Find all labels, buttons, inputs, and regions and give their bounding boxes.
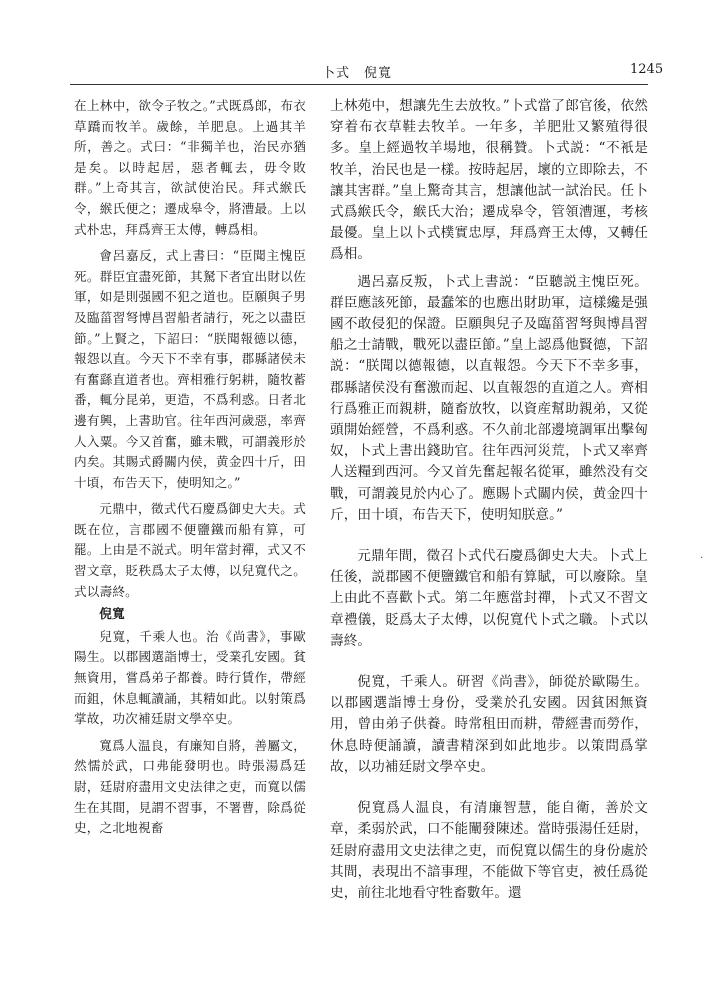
classical-paragraph-3: 元鼎中，徵式代石慶爲御史大夫。式既在位，言郡國不便鹽鐵而船有算，可罷。上由是不説式。明年當封禪，式又不習文章，貶秩爲太子太傅，以兒寬代之。式以壽終。 — [74, 501, 306, 599]
translation-paragraph-1: 上林苑中，想讓先生去放牧。”卜式當了郎官後，依然穿着布衣草鞋去牧羊。一年多，羊肥壯又繁殖得很多。皇上經過牧羊場地，很稱贊。卜式説：“不衹是牧羊，治民也是一樣。按時起居，壞的立即除去，不讓其害群。”皇上驚奇其言，想讓他試一試治民。任卜式爲緱氏令，緱氏大治；遷成皋令，管領漕運，考核最優。皇上以卜式樸實忠厚，拜爲齊王太傅，又轉任爲相。 — [330, 98, 648, 263]
classical-paragraph-2: 會呂嘉反，式上書曰：“臣聞主愧臣死。群臣宜盡死節，其駑下者宜出財以佐軍，如是則强國不犯之道也。臣願與子男及臨菑習弩博昌習船者請行，死之以盡臣節。”上賢之，下詔曰：“朕聞報德以德，報怨以直。今天下不幸有事，郡縣諸侯未有奮繇直道者也。齊相雅行躬耕，隨牧蓄番，輒分昆弟，更造，不爲利惑。日者北邊有興，上書助官。往年西河歲惡，率齊人入粟。今又首奮，雖未戰，可謂義形於内矣。其賜式爵關内侯，黄金四十斤，田十頃，布告天下，使明知之。” — [74, 248, 306, 490]
classical-text-column — [74, 96, 306, 839]
modern-translation-column — [330, 96, 648, 904]
header-rule — [70, 84, 648, 85]
edge-mark: · — [700, 553, 704, 564]
translation-paragraph-3: 元鼎年間，徵召卜式代石慶爲御史大夫。卜式上任後，説郡國不便鹽鐵官和船有算賦，可以廢除。皇上由此不喜歡卜式。第二年應當封禪，卜式又不習文章禮儀，貶爲太子太傅，以倪寬代卜式之職。卜式以壽終。 — [330, 548, 648, 649]
classical-paragraph-1: 在上林中，欲令子牧之。”式既爲郎，布衣草蹻而牧羊。歲餘，羊肥息。上過其羊所，善之。式曰：“非獨羊也，治民亦猶是矣。以時起居，惡者輒去，毋令敗群。”上奇其言，欲試使治民。拜式緱氏令，緱氏便之；遷成皋令，將漕最。上以式朴忠，拜爲齊王太傅，轉爲相。 — [74, 98, 306, 237]
classical-paragraph-4: 兒寬，千乘人也。治《尚書》，事歐陽生。以郡國選詣博士，受業孔安國。貧無資用，嘗爲弟子都養。時行賃作，帶經而鉏，休息輒讀誦，其精如此。以射策爲掌故，功次補廷尉文學卒史。 — [74, 628, 306, 727]
section-heading: 倪寬 — [99, 606, 125, 622]
running-title: 卜式 倪寬 — [322, 66, 393, 81]
translation-paragraph-5: 倪寬爲人温良，有清廉智慧，能自衛，善於文章，柔弱於武，口不能闡發陳述。當時張湯任廷尉，廷尉府盡用文史法律之吏，而倪寬以儒生的身份處於其間，表現出不諳事理，不能做下等官吏，被任爲從史，前往北地看守牲畜數年。還 — [330, 800, 648, 901]
translation-paragraph-4: 倪寬，千乘人。研習《尚書》，師從於歐陽生。以郡國選詣博士身份，受業於孔安國。因貧困無資用，曾由弟子供養。時常租田而耕，帶經書而勞作，休息時便誦讀，讀書精深到如此地步。以策問爲掌故，以功補廷尉文學卒史。 — [330, 674, 648, 775]
translation-paragraph-2: 遇呂嘉反叛，卜式上書説：“臣聽説主愧臣死。群臣應該死節，最蠢笨的也應出財助軍，這樣纔是强國不敢侵犯的保證。臣願與兒子及臨菑習弩與博昌習船之士請戰，戰死以盡臣節。”皇上認爲他賢德，下詔説：“朕聞以德報德，以直報怨。今天下不幸多事，郡縣諸侯没有奮激而起、以直報怨的直道之人。齊相行爲雅正而親耕，隨畜放牧，以資産幫助親弟，又從頭開始經營，不爲利惑。不久前北部邊境調軍出擊匈奴，卜式上書出錢助官。往年西河災荒，卜式又率齊人送糧到西河。今又首先奮起報名從軍，雖然没有交戰，可謂義見於内心了。應賜卜式關内侯，黄金四十斤，田十頃，布告天下，使明知朕意。” — [330, 273, 648, 523]
classical-paragraph-5: 寬爲人温良，有廉知自將，善屬文，然懦於武，口弗能發明也。時張湯爲廷尉，廷尉府盡用文史法律之吏，而寬以儒生在其間，見謂不習事，不署曹，除爲從史，之北地視畜 — [74, 737, 306, 836]
page-number: 1245 — [630, 62, 664, 77]
